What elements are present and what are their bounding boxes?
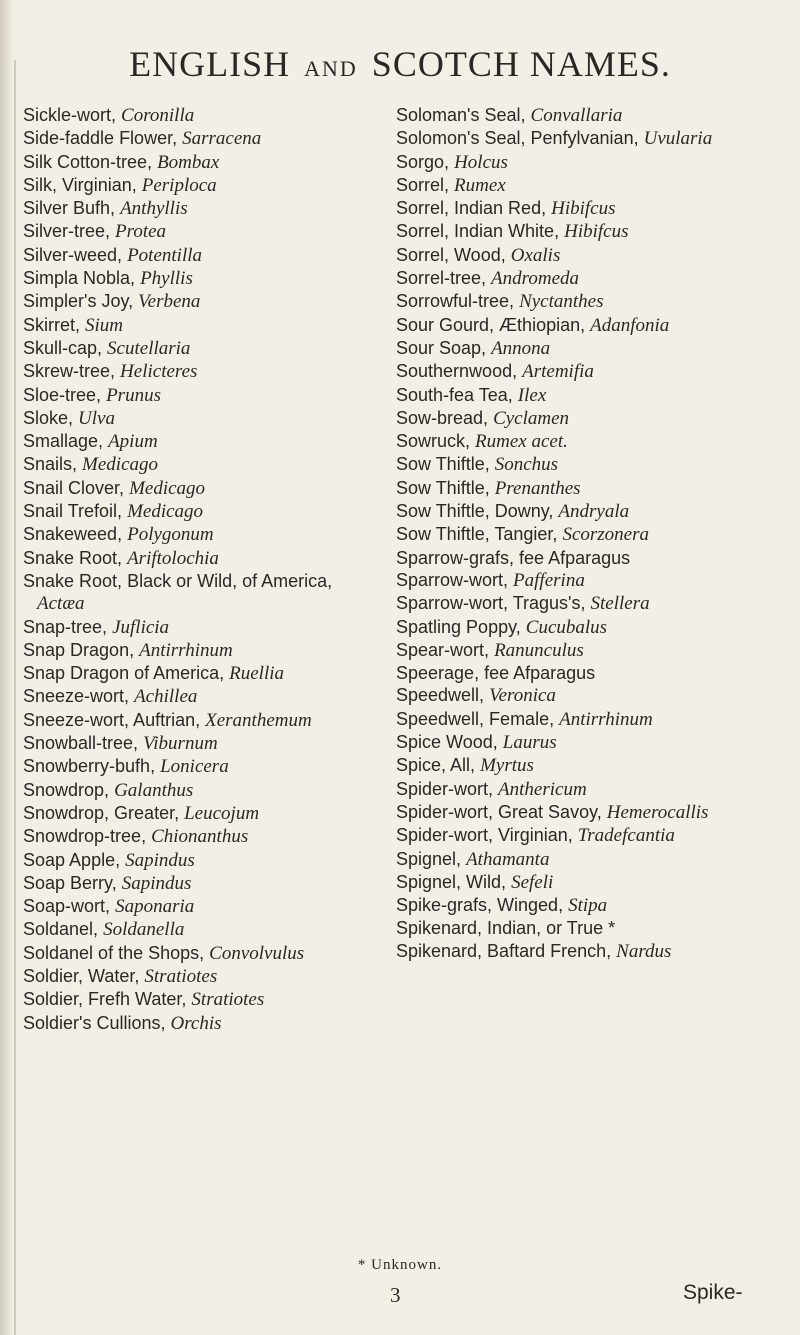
- english-name: Soldier, Frefh Water,: [23, 989, 187, 1010]
- plant-name-entry: [23, 547, 368, 570]
- english-name: Simpla Nobla,: [23, 268, 136, 289]
- english-name: Snail Clover,: [23, 477, 125, 498]
- latin-genus-name: Xeranthemum: [205, 709, 312, 731]
- plant-name-entry: [23, 500, 368, 523]
- english-name: Sow Thiftle, Downy,: [396, 501, 554, 522]
- plant-name-entry: [396, 547, 756, 569]
- english-name: Sneeze-wort,: [23, 686, 130, 707]
- latin-genus-name: Laurus: [502, 732, 557, 754]
- latin-genus-name: Pafferina: [513, 569, 585, 591]
- english-name: Side-faddle Flower,: [23, 128, 178, 149]
- latin-genus-name: Antirrhinum: [559, 708, 653, 730]
- title-part-english: ENGLISH: [129, 44, 291, 84]
- latin-genus-name: Anthyllis: [120, 198, 188, 220]
- english-name: Snap-tree,: [23, 616, 108, 637]
- english-name: Silver Bufh,: [23, 198, 116, 219]
- english-name: Snowdrop, Greater,: [23, 802, 180, 823]
- plant-name-entry: [23, 360, 368, 383]
- latin-genus-name: Potentilla: [127, 244, 202, 266]
- english-name: Snowdrop-tree,: [23, 826, 147, 847]
- latin-genus-name: Oxalis: [510, 244, 561, 266]
- plant-name-entry: [396, 127, 756, 150]
- english-name: Sow Thiftle,: [396, 477, 490, 498]
- english-name: Sparrow-wort,: [396, 569, 509, 590]
- english-name: Sorrel, Wood,: [396, 244, 506, 265]
- english-name: Sorgo,: [396, 151, 450, 172]
- english-name: Spignel, Wild,: [396, 871, 507, 892]
- plant-name-entry: [23, 942, 368, 965]
- english-name: Skull-cap,: [23, 337, 103, 358]
- latin-genus-name: Medicago: [127, 501, 204, 523]
- plant-name-entry: [23, 453, 368, 476]
- english-name: Snakeweed,: [23, 524, 123, 545]
- english-name: Sorrowful-tree,: [396, 291, 515, 312]
- plant-name-entry: [396, 616, 756, 639]
- latin-genus-name: Hemerocallis: [606, 801, 709, 823]
- plant-name-entry: [396, 174, 756, 197]
- plant-name-entry: [23, 616, 368, 639]
- latin-genus-name: Lonicera: [160, 756, 229, 778]
- latin-genus-name: Sapindus: [121, 872, 192, 894]
- latin-genus-name: Orchis: [170, 1012, 222, 1034]
- plant-name-entry: [396, 384, 756, 407]
- latin-genus-name: Ilex: [517, 384, 547, 406]
- latin-genus-name: Scorzonera: [562, 524, 650, 546]
- latin-genus-name: Veronica: [489, 685, 556, 707]
- latin-genus-name: Adanfonia: [590, 314, 670, 336]
- plant-name-entry: [23, 127, 368, 150]
- latin-genus-name: Prunus: [106, 384, 161, 406]
- plant-name-entry: [23, 407, 368, 430]
- plant-name-entry: [23, 639, 368, 662]
- latin-genus-name: Stratiotes: [144, 965, 218, 987]
- latin-genus-name: Galanthus: [114, 779, 194, 801]
- latin-genus-name: Sefeli: [511, 871, 554, 893]
- plant-name-entry: [23, 709, 368, 732]
- plant-name-entry: [396, 917, 756, 939]
- plant-name-entry: [23, 174, 368, 197]
- plant-name-entry: [396, 824, 756, 847]
- latin-genus-name: Sonchus: [494, 454, 559, 476]
- latin-genus-name: Cyclamen: [493, 407, 570, 429]
- latin-genus-name: Athamanta: [466, 848, 550, 870]
- plant-name-entry: [396, 801, 756, 824]
- latin-genus-name: Leucojum: [184, 802, 260, 824]
- page-binding-shadow: [0, 0, 14, 1335]
- plant-name-entry: [396, 731, 756, 754]
- latin-genus-name: Stipa: [568, 895, 608, 917]
- plant-name-entry: [23, 732, 368, 755]
- plant-name-entry: [23, 570, 368, 616]
- english-name: Soldanel of the Shops,: [23, 942, 205, 963]
- english-name: Spikenard, Indian, or True *: [396, 918, 616, 939]
- latin-genus-name: Sapindus: [125, 849, 195, 871]
- english-name: Snail Trefoil,: [23, 501, 123, 522]
- title-conjunction: AND: [304, 56, 358, 81]
- english-name: Snowberry-bufh,: [23, 756, 156, 777]
- plant-name-entry: [23, 779, 368, 802]
- plant-name-entry: [23, 523, 368, 546]
- english-name: Sow Thiftle,: [396, 454, 490, 475]
- latin-genus-name: Hibifcus: [551, 198, 616, 220]
- english-name: Sparrow-wort, Tragus's,: [396, 593, 586, 614]
- plant-name-entry: [396, 220, 756, 243]
- english-name: Spikenard, Baftard French,: [396, 940, 612, 961]
- latin-genus-name: Ariftolochia: [127, 547, 219, 569]
- plant-name-entry: [23, 220, 368, 243]
- english-name: Snake Root, Black or Wild, of America,: [23, 570, 333, 591]
- plant-name-entry: [23, 965, 368, 988]
- latin-genus-name: Medicago: [82, 454, 159, 476]
- latin-genus-name: Chionanthus: [151, 826, 249, 848]
- plant-name-entry: [23, 662, 368, 685]
- english-name: Soldanel,: [23, 919, 99, 940]
- latin-genus-name: Prenanthes: [494, 477, 581, 499]
- plant-name-entry: [23, 802, 368, 825]
- latin-genus-name: Stellera: [590, 593, 650, 615]
- latin-genus-name: Polygonum: [127, 524, 214, 546]
- english-name: Spice Wood,: [396, 732, 498, 753]
- plant-name-entry: [396, 197, 756, 220]
- plant-name-entry: [396, 708, 756, 731]
- plant-name-entry: [396, 778, 756, 801]
- plant-name-entry: [23, 988, 368, 1011]
- english-name: Sickle-wort,: [23, 105, 117, 125]
- english-name: Sowruck,: [396, 431, 471, 452]
- english-name: Snowball-tree,: [23, 733, 139, 754]
- english-name: Silk Cotton-tree,: [23, 151, 153, 172]
- latin-genus-name: Sarracena: [182, 128, 262, 150]
- latin-genus-name: Artemifia: [522, 361, 594, 383]
- english-name: Simpler's Joy,: [23, 291, 134, 312]
- english-name: Snap Dragon of America,: [23, 663, 225, 684]
- plant-name-entry: [23, 337, 368, 360]
- english-name: Spider-wort, Great Savoy,: [396, 801, 602, 822]
- latin-genus-name: Medicago: [129, 477, 206, 499]
- english-name: Skrew-tree,: [23, 361, 116, 382]
- english-name: Sorrel-tree,: [396, 268, 487, 289]
- english-name: South-fea Tea,: [396, 384, 513, 405]
- english-name: Smallage,: [23, 431, 104, 452]
- plant-name-entry: [396, 477, 756, 500]
- latin-genus-name: Viburnum: [143, 733, 218, 755]
- latin-genus-name: Coronilla: [121, 105, 195, 126]
- plant-name-entry: [23, 685, 368, 708]
- latin-genus-name: Cucubalus: [525, 616, 608, 638]
- english-name: Snowdrop,: [23, 779, 110, 800]
- plant-name-entry: [23, 849, 368, 872]
- english-name: Sour Soap,: [396, 337, 487, 358]
- plant-name-entry: [396, 360, 756, 383]
- plant-name-entry: [396, 523, 756, 546]
- english-name: Spider-wort, Virginian,: [396, 825, 573, 846]
- latin-genus-name: Rumex acet.: [475, 431, 568, 453]
- plant-name-entry: [396, 244, 756, 267]
- plant-name-entry: [396, 151, 756, 174]
- plant-name-entry: [23, 314, 368, 337]
- latin-genus-name: Uvularia: [643, 128, 713, 150]
- english-name: Silk, Virginian,: [23, 174, 137, 195]
- plant-name-entry: [396, 267, 756, 290]
- plant-name-entry: [23, 151, 368, 174]
- plant-name-entry: [23, 872, 368, 895]
- english-name: Sorrel,: [396, 174, 450, 195]
- english-name: Soloman's Seal,: [396, 105, 526, 125]
- english-name: Sorrel, Indian White,: [396, 221, 560, 242]
- english-name: Snails,: [23, 454, 78, 475]
- latin-genus-name: Sium: [85, 314, 124, 336]
- plant-name-entry: [23, 290, 368, 313]
- plant-name-entry: [396, 848, 756, 871]
- latin-genus-name: Ranunculus: [494, 639, 584, 661]
- latin-genus-name: Holcus: [454, 151, 508, 173]
- plant-name-entry: [23, 1012, 368, 1035]
- english-name: Silver-weed,: [23, 244, 123, 265]
- plant-name-entry: [396, 639, 756, 662]
- latin-genus-name: Nardus: [616, 940, 672, 962]
- english-name: Snake Root,: [23, 547, 123, 568]
- latin-genus-name: Ruellia: [229, 663, 285, 685]
- english-name: Southernwood,: [396, 361, 518, 382]
- plant-name-entry: [396, 662, 756, 684]
- latin-genus-name: Helicteres: [120, 361, 198, 383]
- english-name: Sow-bread,: [396, 407, 489, 428]
- plant-name-entry: [396, 104, 756, 127]
- latin-genus-name: Saponaria: [115, 896, 195, 918]
- page-number: 3: [390, 1283, 401, 1307]
- plant-name-entry: [396, 871, 756, 894]
- english-name: Silver-tree,: [23, 221, 111, 242]
- footnote-unknown: * Unknown.: [357, 1257, 443, 1273]
- latin-genus-name: Nyctanthes: [519, 291, 604, 313]
- english-name: Speedwell, Female,: [396, 708, 555, 729]
- plant-name-entry: [23, 430, 368, 453]
- plant-name-entry: [396, 940, 756, 963]
- english-name: Sour Gourd, Æthiopian,: [396, 314, 586, 335]
- latin-genus-name: Actæa: [37, 593, 85, 615]
- english-name: Solomon's Seal, Penfylvanian,: [396, 128, 639, 149]
- english-name: Spice, All,: [396, 755, 476, 776]
- latin-genus-name: Myrtus: [480, 755, 534, 777]
- plant-name-entry: [396, 453, 756, 476]
- english-name: Spider-wort,: [396, 778, 494, 799]
- english-name: Sparrow-grafs, fee Afparagus: [396, 547, 631, 568]
- latin-genus-name: Stratiotes: [191, 989, 265, 1011]
- english-name: Spignel,: [396, 848, 462, 869]
- title-part-scotch-names: SCOTCH NAMES.: [371, 44, 671, 84]
- plant-name-entry: [396, 569, 756, 592]
- page-gutter-line: [14, 60, 16, 1335]
- latin-genus-name: Anthericum: [498, 778, 587, 800]
- plant-name-entry: [23, 197, 368, 220]
- plant-name-entry: [396, 500, 756, 523]
- plant-name-entry: [23, 384, 368, 407]
- english-name: Soap Apple,: [23, 849, 121, 870]
- english-name: Speerage, fee Afparagus: [396, 663, 596, 684]
- catchword: Spike-: [683, 1281, 743, 1304]
- latin-genus-name: Convolvulus: [209, 942, 305, 964]
- plant-name-entry: [396, 337, 756, 360]
- latin-genus-name: Achillea: [134, 686, 198, 708]
- english-name: Sow Thiftle, Tangier,: [396, 524, 558, 545]
- latin-genus-name: Rumex: [454, 174, 506, 196]
- english-name: Spike-grafs, Winged,: [396, 895, 564, 916]
- right-column-entries: [396, 104, 756, 963]
- english-name: Skirret,: [23, 314, 81, 335]
- plant-name-entry: [23, 755, 368, 778]
- plant-name-entry: [396, 592, 756, 615]
- english-name: Soldier, Water,: [23, 965, 140, 986]
- latin-genus-name: Scutellaria: [107, 337, 191, 359]
- english-name: Snap Dragon,: [23, 639, 135, 660]
- left-column-entries: [23, 104, 368, 1035]
- latin-genus-name: Annona: [491, 337, 551, 359]
- plant-name-entry: [396, 407, 756, 430]
- english-name: Sorrel, Indian Red,: [396, 198, 547, 219]
- english-name: Spatling Poppy,: [396, 616, 521, 637]
- latin-genus-name: Andryala: [558, 501, 630, 523]
- plant-name-entry: [23, 477, 368, 500]
- plant-name-entry: [23, 104, 368, 127]
- latin-genus-name: Convallaria: [530, 105, 623, 126]
- latin-genus-name: Soldanella: [103, 919, 185, 941]
- english-name: Soap Berry,: [23, 872, 117, 893]
- plant-name-entry: [396, 430, 756, 453]
- latin-genus-name: Tradefcantia: [577, 825, 675, 847]
- plant-name-entry: [396, 894, 756, 917]
- latin-genus-name: Protea: [115, 221, 167, 243]
- plant-name-entry: [396, 684, 756, 707]
- plant-name-entry: [23, 267, 368, 290]
- latin-genus-name: Hibifcus: [564, 221, 629, 243]
- latin-genus-name: Antirrhinum: [139, 639, 233, 661]
- english-name: Sloe-tree,: [23, 384, 102, 405]
- latin-genus-name: Verbena: [138, 291, 201, 313]
- latin-genus-name: Bombax: [157, 151, 220, 173]
- plant-name-entry: [23, 918, 368, 941]
- latin-genus-name: Ulva: [78, 407, 115, 429]
- latin-genus-name: Periploca: [141, 174, 217, 196]
- plant-name-entry: [23, 825, 368, 848]
- latin-genus-name: Andromeda: [491, 268, 579, 290]
- english-name: Soldier's Cullions,: [23, 1012, 166, 1033]
- english-name: Sneeze-wort, Auftrian,: [23, 709, 201, 730]
- latin-genus-name: Juflicia: [112, 616, 170, 638]
- latin-genus-name: Phyllis: [140, 268, 193, 290]
- plant-name-entry: [23, 244, 368, 267]
- page-title: [0, 44, 800, 89]
- english-name: Sloke,: [23, 407, 74, 428]
- english-name: Speedwell,: [396, 685, 485, 706]
- plant-name-entry: [396, 314, 756, 337]
- plant-name-entry: [23, 895, 368, 918]
- english-name: Spear-wort,: [396, 639, 490, 660]
- english-name: Soap-wort,: [23, 896, 111, 917]
- latin-genus-name: Apium: [108, 431, 158, 453]
- plant-name-entry: [396, 754, 756, 777]
- plant-name-entry: [396, 290, 756, 313]
